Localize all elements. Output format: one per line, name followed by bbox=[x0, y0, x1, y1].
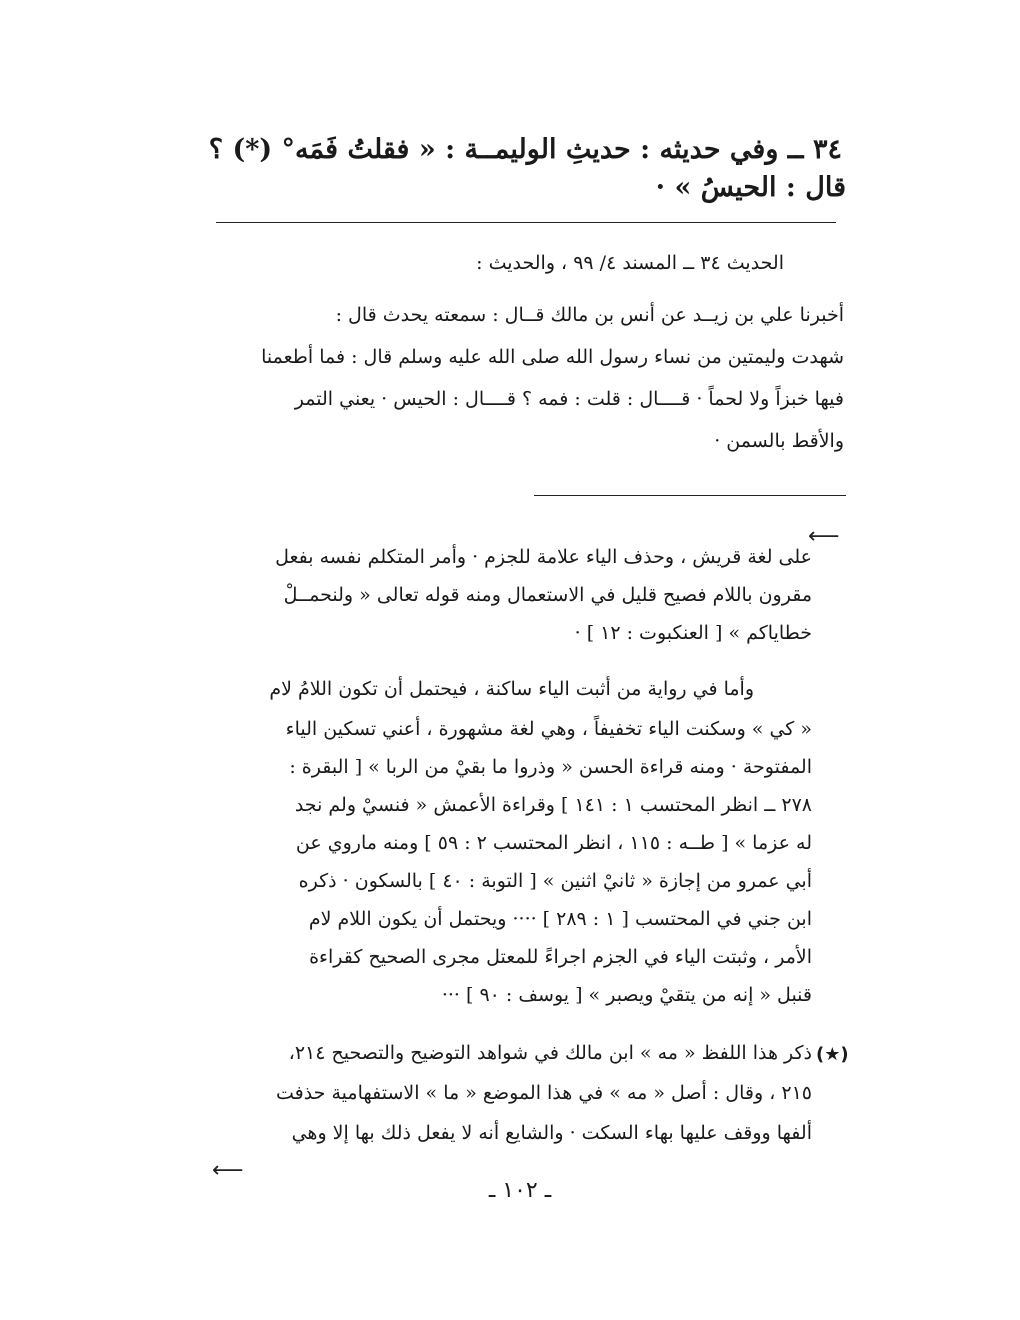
footnote-continues-arrow-icon: ⟵ bbox=[212, 1158, 244, 1183]
heading-divider bbox=[216, 222, 836, 223]
continuation-para1-line-2: مقرون باللام فصيح قليل في الاستعمال ومنه قوله تعالى « ولنحمــلْ bbox=[283, 584, 812, 606]
continuation-arrow-icon: ⟵ bbox=[808, 524, 840, 549]
source-line-4: والأقط بالسمن · bbox=[714, 430, 844, 452]
footnote-line-1: ذكر هذا اللفظ « مه » ابن مالك في شواهد التوضيح والتصحيح ٢١٤، bbox=[288, 1042, 812, 1064]
footnote-line-2: ٢١٥ ، وقال : أصل « مه » في هذا الموضع « ما » الاستفهامية حذفت bbox=[275, 1082, 812, 1104]
continuation-para1-line-1: على لغة قريش ، وحذف الياء علامة للجزم · وأمر المتكلم نفسه بفعل bbox=[275, 546, 812, 568]
continuation-para2-line-8: الأمر ، وثبتت الياء في الجزم اجراءً للمعتل مجرى الصحيح كقراءة bbox=[309, 946, 812, 968]
source-line-2: شهدت وليمتين من نساء رسول الله صلى الله عليه وسلم قال : فما أطعمنا bbox=[261, 346, 844, 368]
continuation-para2-line-2: « كي » وسكنت الياء تخفيفاً ، وهي لغة مشهورة ، أعني تسكين الياء bbox=[285, 718, 812, 740]
source-line-1: أخبرنا علي بن زيــد عن أنس بن مالك قــال : سمعته يحدث قال : bbox=[335, 304, 844, 326]
hadith-heading-line-1: ٣٤ ــ وفي حديثه : حديثِ الوليمــة : « فقلتُ فَمَه° (*) ؟ bbox=[208, 134, 842, 165]
footnote-star-marker: (★) bbox=[816, 1044, 849, 1065]
source-reference: الحديث ٣٤ ــ المسند ٤/ ٩٩ ، والحديث : bbox=[476, 252, 784, 274]
continuation-para2-line-7: ابن جني في المحتسب [ ١ : ٢٨٩ ] ···· ويحتمل أن يكون اللام لام bbox=[308, 908, 812, 930]
continuation-para2-line-5: له عزما » [ طــه : ١١٥ ، انظر المحتسب ٢ : ٥٩ ] ومنه ماروي عن bbox=[295, 832, 812, 854]
continuation-para2-line-6: أبي عمرو من إجازة « ثانيْ اثنين » [ التوبة : ٤٠ ] بالسكون · ذكره bbox=[298, 870, 812, 892]
continuation-para2-line-4: ٢٧٨ ــ انظر المحتسب ١ : ١٤١ ] وقراءة الأعمش « فنسيْ ولم نجد bbox=[294, 794, 812, 816]
footnote-line-3: ألفها ووقف عليها بهاء السكت · والشايع أنه لا يفعل ذلك بها إلا وهي bbox=[291, 1122, 812, 1144]
page-number: ـ ١٠٢ ـ bbox=[488, 1178, 552, 1203]
source-divider bbox=[534, 495, 846, 496]
source-line-3: فيها خبزاً ولا لحماً · قــــال : قلت : فمه ؟ قــــال : الحيس · يعني التمر bbox=[294, 388, 844, 410]
continuation-para2-line-3: المفتوحة · ومنه قراءة الحسن « وذروا ما بقيْ من الربا » [ البقرة : bbox=[289, 756, 812, 778]
continuation-para2-line-9: قنبل « إنه من يتقيْ ويصبر » [ يوسف : ٩٠ ] ··· bbox=[441, 984, 812, 1006]
continuation-para1-line-3: خطاياكم » [ العنكبوت : ١٢ ] · bbox=[574, 622, 812, 644]
continuation-para2-line-1: وأما في رواية من أثبت الياء ساكنة ، فيحتمل أن تكون اللامُ لام bbox=[269, 678, 754, 700]
hadith-heading-line-2: قال : الحيسُ » · bbox=[655, 172, 846, 203]
